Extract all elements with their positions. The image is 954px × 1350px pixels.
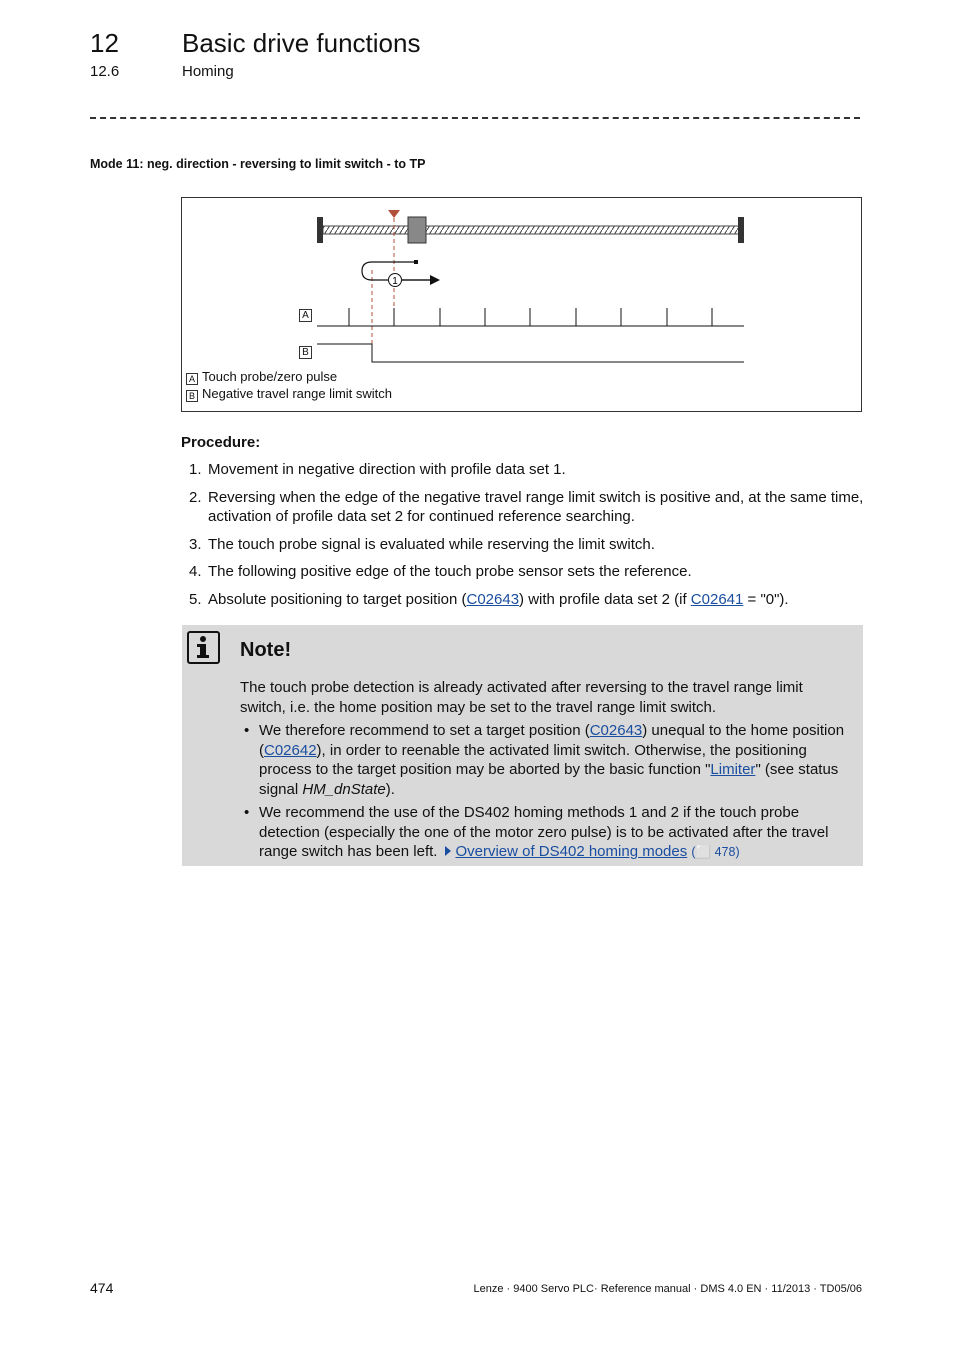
note-bullet-1 (240, 721, 850, 799)
step-4 (181, 562, 871, 582)
step-text: Absolute positioning to target position ( (208, 590, 467, 608)
right-end-stop (738, 217, 744, 243)
legend-key-b: B (186, 390, 198, 402)
bullet-text: ). (385, 780, 395, 798)
step-text: ) with profile data set 2 (if (519, 590, 691, 608)
step-text: Movement in negative direction with profile data set 1. (208, 461, 566, 478)
header-divider (90, 117, 860, 119)
step-number: 1. (189, 461, 202, 478)
step-text: = "0"). (743, 590, 789, 608)
bullet-dot: • (244, 722, 250, 739)
step-text: Reversing when the edge of the negative travel range limit switch is positive and, at the same time, activation of profile data set 2 for continued reference searching. (208, 488, 864, 525)
page-number: 474 (90, 1280, 114, 1296)
bullet-text: ), in order to reenable the activated limit switch. Otherwise, the positioning process to the target position may be aborted by the basic function " (259, 741, 807, 778)
path-start-marker (414, 260, 418, 264)
info-icon (187, 631, 220, 664)
homing-diagram (181, 197, 862, 412)
left-end-stop (317, 217, 323, 243)
signal-a-label: A (299, 309, 312, 322)
step-text: The following positive edge of the touch probe sensor sets the reference. (208, 563, 692, 580)
page-reference[interactable]: (⬜ 478) (691, 845, 740, 859)
bullet-text: We therefore recommend to set a target position ( (259, 722, 590, 739)
status-signal-name: HM_dnState (302, 780, 386, 798)
procedure-steps (181, 460, 871, 617)
link-arrow-icon (445, 846, 451, 856)
signal-b-label: B (299, 346, 312, 359)
step-5 (181, 590, 871, 610)
step-3 (181, 535, 871, 555)
step-number: 3. (189, 535, 202, 553)
bullet-text: We recommend the use of the DS402 homing methods 1 and 2 if the touch probe detection (especially the one of the motor zero pulse) is to be activated after the travel range switch has been left. (259, 804, 829, 860)
step-text: The touch probe signal is evaluated while reserving the limit switch. (208, 535, 655, 553)
legend-text-a: Touch probe/zero pulse (202, 369, 338, 384)
legend-text-b: Negative travel range limit switch (202, 386, 393, 401)
bullet-text: ) unequal to the home position ( (259, 722, 845, 759)
footer-text: Lenze · 9400 Servo PLC· Reference manual · DMS 4.0 EN · 11/2013 · TD05/06 (473, 1283, 862, 1295)
signal-a-pulses (317, 308, 744, 326)
bullet-text: " (see status signal (259, 761, 839, 798)
legend-item-a (186, 369, 337, 385)
step-number: 4. (189, 563, 202, 580)
link-c02642[interactable]: C02642 (264, 741, 317, 759)
chapter-number: 12 (90, 28, 119, 58)
section-title: Homing (182, 63, 234, 80)
link-c02643[interactable]: C02643 (589, 722, 643, 739)
link-ds402-overview[interactable]: Overview of DS402 homing modes (455, 843, 688, 860)
step-number: 2. (189, 488, 202, 506)
link-limiter[interactable]: Limiter (710, 761, 756, 778)
chapter-title: Basic drive functions (182, 28, 421, 58)
signal-b-waveform (317, 344, 744, 362)
link-c02643[interactable]: C02643 (466, 590, 520, 608)
step-1 (181, 460, 871, 480)
procedure-title: Procedure: (181, 434, 261, 451)
note-bullet-2 (240, 803, 850, 863)
link-c02641[interactable]: C02641 (690, 590, 744, 608)
step-2 (181, 488, 871, 527)
note-intro: The touch probe detection is already activated after reversing to the travel range limit switch, i.e. the home position may be set to the travel range limit switch. (240, 679, 803, 716)
reference-marker (388, 210, 400, 218)
step-number: 5. (189, 590, 202, 608)
note-box (182, 625, 863, 866)
section-number: 12.6 (90, 63, 120, 80)
note-title: Note! (240, 639, 292, 661)
step-circle-label: 1 (392, 276, 398, 287)
legend-key-a: A (186, 373, 198, 385)
travel-rail (323, 226, 739, 234)
note-body (240, 678, 850, 867)
direction-arrowhead (430, 275, 440, 285)
mode-heading: Mode 11: neg. direction - reversing to limit switch - to TP (90, 157, 426, 171)
legend-item-b (186, 386, 392, 402)
bullet-dot: • (244, 804, 250, 821)
carriage (408, 217, 426, 243)
